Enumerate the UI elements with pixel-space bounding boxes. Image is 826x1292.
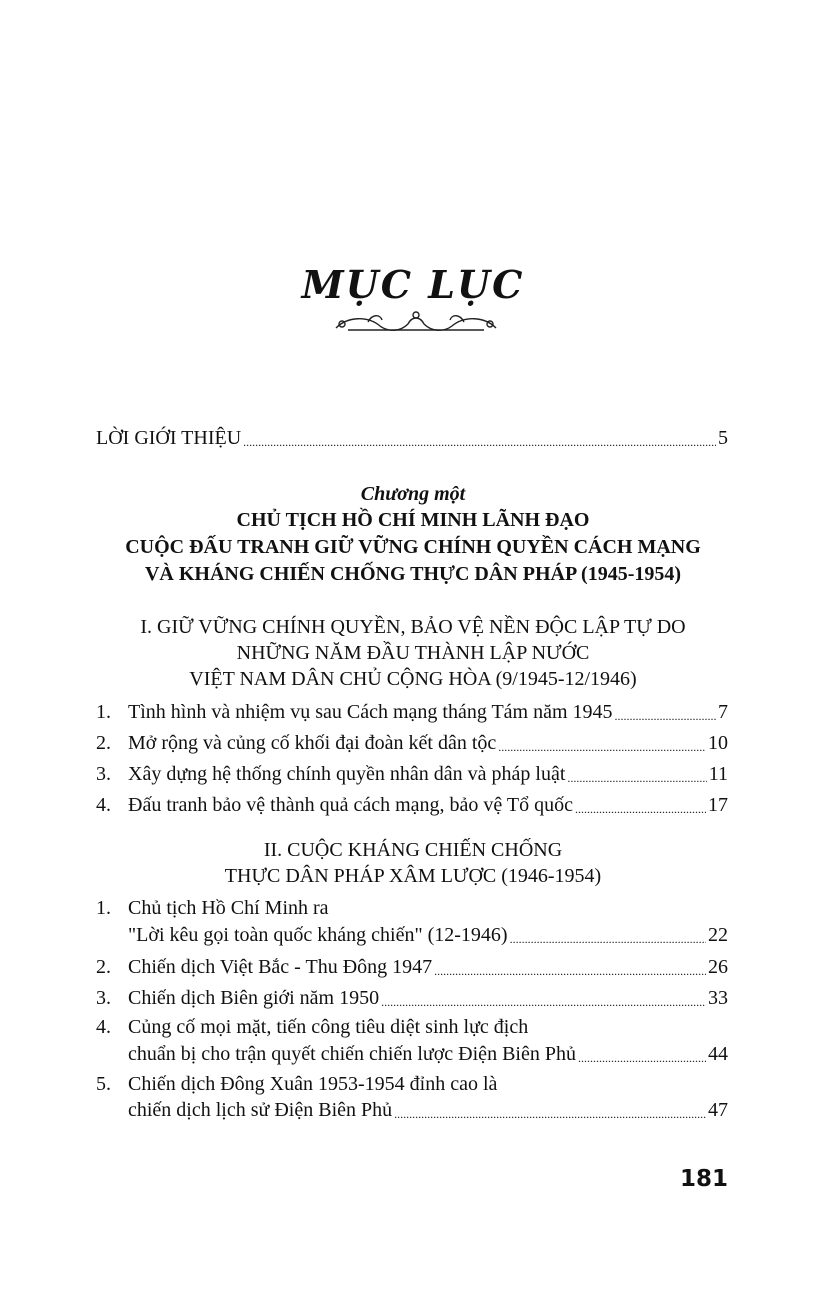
chapter-label: Chương một	[360, 483, 466, 505]
chapter-title-line-3: VÀ KHÁNG CHIẾN CHỐNG THỰC DÂN PHÁP (1945-1954)	[144, 563, 682, 585]
toc-entry-number: 3.	[96, 763, 111, 785]
leader-dots	[381, 992, 706, 1012]
toc-entry-text: Đấu tranh bảo vệ thành quả cách mạng, bảo vệ Tổ quốc	[128, 794, 574, 816]
toc-entry-text: Chiến dịch Đông Xuân 1953-1954 đỉnh cao là	[128, 1073, 498, 1095]
toc-entry-page: 10	[708, 732, 728, 754]
toc-entry[interactable]	[96, 758, 728, 788]
toc-entry[interactable]	[128, 919, 728, 949]
page-number: 181	[679, 1166, 728, 1192]
toc-entry-text: Củng cố mọi mặt, tiến công tiêu diệt sinh lực địch	[128, 1016, 529, 1038]
toc-entry-number: 5.	[96, 1073, 111, 1095]
section1-title-line-2: NHỮNG NĂM ĐẦU THÀNH LẬP NƯỚC	[236, 642, 590, 664]
chapter-title-line-2: CUỘC ĐẤU TRANH GIỮ VỮNG CHÍNH QUYỀN CÁCH MẠNG	[125, 536, 701, 558]
toc-entry-page: 5	[718, 427, 728, 449]
toc-entry-text: Chủ tịch Hồ Chí Minh ra	[128, 897, 329, 919]
leader-dots	[498, 737, 706, 757]
leader-dots	[578, 1048, 706, 1068]
toc-entry-text: Chiến dịch Biên giới năm 1950	[128, 987, 380, 1009]
toc-entry[interactable]	[96, 696, 728, 726]
toc-entry[interactable]	[96, 982, 728, 1012]
toc-entry[interactable]	[128, 1094, 728, 1124]
section2-title-line-2: THỰC DÂN PHÁP XÂM LƯỢC (1946-1954)	[224, 865, 602, 887]
toc-entry-page: 22	[708, 924, 728, 946]
section2-title-line-1: II. CUỘC KHÁNG CHIẾN CHỐNG	[263, 839, 563, 861]
toc-entry-number: 4.	[96, 794, 111, 816]
toc-entry-first-line[interactable]	[96, 892, 728, 922]
section1-title-line-1: I. GIỮ VỮNG CHÍNH QUYỀN, BẢO VỆ NỀN ĐỘC LẬP TỰ DO	[140, 616, 686, 638]
toc-entry-text: Mở rộng và củng cố khối đại đoàn kết dân tộc	[128, 732, 497, 754]
toc-entry-text: Tình hình và nhiệm vụ sau Cách mạng tháng Tám năm 1945	[128, 701, 613, 723]
toc-entry-page: 26	[708, 956, 728, 978]
leader-dots	[567, 768, 706, 788]
section1-title-line-3: VIỆT NAM DÂN CHỦ CỘNG HÒA (9/1945-12/1946)	[189, 668, 637, 690]
toc-entry[interactable]	[128, 1038, 728, 1068]
leader-dots	[434, 961, 706, 981]
toc-entry-first-line[interactable]	[96, 1011, 728, 1041]
ornament-divider-icon	[328, 306, 504, 338]
toc-entry-text: Xây dựng hệ thống chính quyền nhân dân và pháp luật	[128, 763, 566, 785]
toc-entry[interactable]	[96, 789, 728, 819]
toc-entry-number: 2.	[96, 956, 111, 978]
leader-dots	[575, 799, 706, 819]
leader-dots	[510, 929, 706, 949]
toc-entry-text: chiến dịch lịch sử Điện Biên Phủ	[128, 1099, 393, 1121]
toc-entry-page: 11	[708, 763, 728, 785]
toc-entry[interactable]	[96, 951, 728, 981]
toc-entry-number: 1.	[96, 701, 111, 723]
toc-entry-text: "Lời kêu gọi toàn quốc kháng chiến" (12-1946)	[128, 924, 508, 946]
toc-title: MỤC LỤC	[301, 262, 525, 307]
toc-entry-page: 7	[718, 701, 728, 723]
toc-entry-text: chuẩn bị cho trận quyết chiến chiến lược Điện Biên Phủ	[128, 1043, 576, 1065]
leader-dots	[394, 1104, 706, 1124]
toc-entry-number: 2.	[96, 732, 111, 754]
toc-entry-page: 17	[708, 794, 728, 816]
toc-entry-text: LỜI GIỚI THIỆU	[96, 427, 242, 449]
toc-entry-page: 33	[708, 987, 728, 1009]
toc-entry[interactable]	[96, 727, 728, 757]
chapter-title-line-1: CHỦ TỊCH HỒ CHÍ MINH LÃNH ĐẠO	[236, 509, 590, 531]
toc-entry-number: 1.	[96, 897, 111, 919]
toc-entry-page: 47	[708, 1099, 728, 1121]
leader-dots	[615, 706, 716, 726]
toc-entry-intro[interactable]	[96, 422, 728, 452]
toc-entry-number: 4.	[96, 1016, 111, 1038]
toc-entry-number: 3.	[96, 987, 111, 1009]
toc-entry-text: Chiến dịch Việt Bắc - Thu Đông 1947	[128, 956, 433, 978]
toc-entry-page: 44	[708, 1043, 728, 1065]
leader-dots	[243, 432, 716, 452]
